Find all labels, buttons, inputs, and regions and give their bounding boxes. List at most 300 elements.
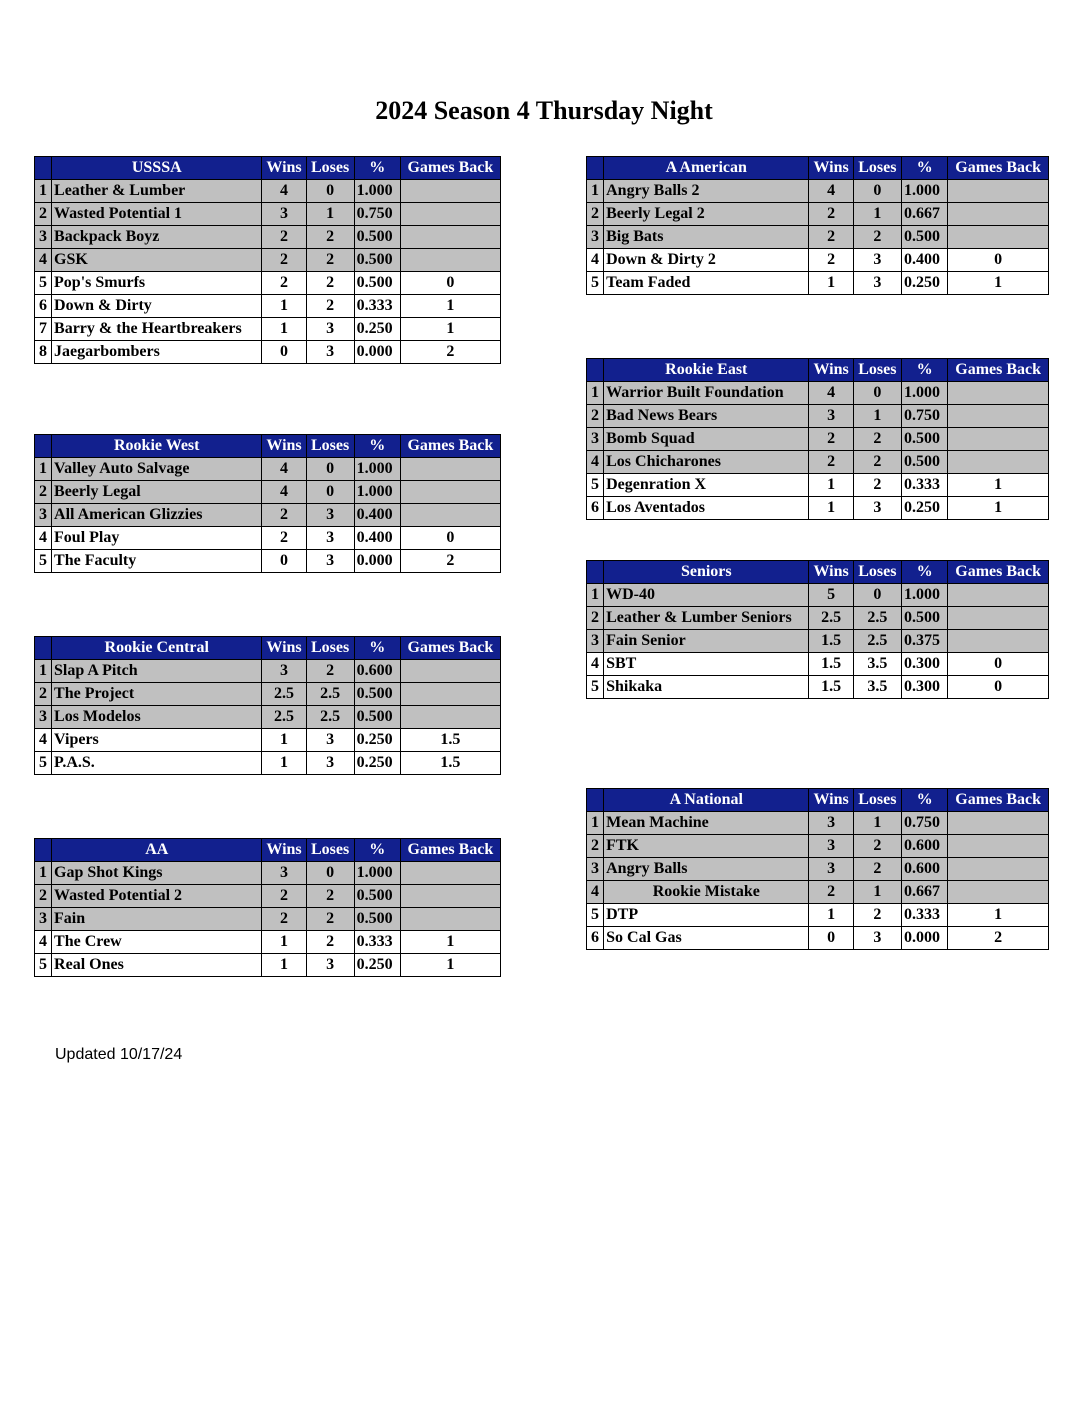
rank-cell: 5 — [35, 272, 52, 295]
rank-cell: 3 — [587, 226, 604, 249]
rank-cell: 5 — [35, 954, 52, 977]
pct-cell: 0.500 — [902, 607, 948, 630]
games-back-header: Games Back — [400, 839, 500, 862]
loses-cell: 0 — [853, 382, 901, 405]
loses-cell: 0 — [853, 180, 901, 203]
loses-cell: 1 — [853, 812, 901, 835]
pct-cell: 0.500 — [354, 885, 400, 908]
header-row — [35, 435, 501, 458]
pct-cell: 0.500 — [902, 428, 948, 451]
rank-cell: 1 — [587, 584, 604, 607]
pct-cell: 0.750 — [354, 203, 400, 226]
rank-header — [35, 839, 52, 862]
rank-cell: 4 — [35, 729, 52, 752]
table-row — [35, 706, 501, 729]
games-back-cell — [948, 835, 1049, 858]
wins-cell: 2 — [262, 249, 306, 272]
loses-cell: 3 — [306, 504, 354, 527]
team-name: Down & Dirty — [52, 295, 262, 318]
pct-header: % — [354, 839, 400, 862]
team-name: Leather & Lumber Seniors — [604, 607, 809, 630]
team-name: Warrior Built Foundation — [604, 382, 809, 405]
wins-cell: 0 — [262, 550, 306, 573]
wins-cell: 2 — [262, 272, 306, 295]
games-back-cell — [948, 226, 1049, 249]
loses-cell: 3 — [853, 272, 901, 295]
table-row — [587, 272, 1049, 295]
rank-cell: 2 — [35, 885, 52, 908]
division-name: USSSA — [52, 157, 262, 180]
games-back-cell — [948, 584, 1049, 607]
pct-header: % — [902, 359, 948, 382]
wins-cell: 4 — [262, 180, 306, 203]
loses-header: Loses — [306, 839, 354, 862]
team-name: FTK — [604, 835, 809, 858]
games-back-cell: 1 — [400, 931, 500, 954]
games-back-cell: 1 — [400, 954, 500, 977]
games-back-cell: 0 — [948, 249, 1049, 272]
loses-cell: 1 — [853, 203, 901, 226]
table-row — [35, 660, 501, 683]
team-name: Gap Shot Kings — [52, 862, 262, 885]
rank-cell: 3 — [587, 858, 604, 881]
table-row — [35, 249, 501, 272]
wins-cell: 2 — [262, 908, 306, 931]
team-name: GSK — [52, 249, 262, 272]
loses-cell: 0 — [306, 458, 354, 481]
pct-cell: 0.500 — [902, 451, 948, 474]
pct-cell: 0.500 — [354, 249, 400, 272]
games-back-cell: 1.5 — [400, 729, 500, 752]
wins-cell: 2 — [262, 504, 306, 527]
rank-cell: 7 — [35, 318, 52, 341]
wins-cell: 3 — [262, 203, 306, 226]
games-back-cell — [948, 607, 1049, 630]
division-table-rookie-central — [34, 636, 501, 775]
rank-cell: 3 — [35, 504, 52, 527]
wins-cell: 4 — [262, 481, 306, 504]
pct-cell: 0.600 — [902, 835, 948, 858]
table-row — [587, 428, 1049, 451]
games-back-cell — [400, 203, 500, 226]
table-row — [35, 458, 501, 481]
header-row — [587, 157, 1049, 180]
wins-cell: 4 — [262, 458, 306, 481]
division-name: Rookie East — [604, 359, 809, 382]
pct-header: % — [354, 157, 400, 180]
table-row — [35, 729, 501, 752]
loses-header: Loses — [853, 561, 901, 584]
team-name: Angry Balls — [604, 858, 809, 881]
loses-header: Loses — [853, 157, 901, 180]
team-name: Team Faded — [604, 272, 809, 295]
loses-cell: 2 — [853, 904, 901, 927]
loses-cell: 2 — [853, 451, 901, 474]
loses-cell: 0 — [853, 584, 901, 607]
team-name: Bomb Squad — [604, 428, 809, 451]
rank-header — [35, 157, 52, 180]
wins-cell: 1 — [809, 474, 853, 497]
wins-cell: 1 — [262, 729, 306, 752]
table-row — [587, 497, 1049, 520]
division-table-a-national — [586, 788, 1049, 950]
rank-cell: 3 — [35, 706, 52, 729]
games-back-cell — [948, 630, 1049, 653]
loses-cell: 3 — [853, 497, 901, 520]
rank-header — [587, 561, 604, 584]
wins-cell: 0 — [262, 341, 306, 364]
pct-cell: 1.000 — [902, 584, 948, 607]
loses-cell: 2 — [306, 931, 354, 954]
wins-cell: 1 — [262, 295, 306, 318]
games-back-cell — [948, 451, 1049, 474]
table-row — [35, 504, 501, 527]
table-row — [587, 382, 1049, 405]
games-back-cell — [400, 683, 500, 706]
rank-cell: 1 — [35, 180, 52, 203]
games-back-cell — [400, 249, 500, 272]
games-back-cell: 1 — [948, 904, 1049, 927]
division-name: Rookie West — [52, 435, 262, 458]
team-name: Angry Balls 2 — [604, 180, 809, 203]
games-back-cell — [948, 203, 1049, 226]
wins-cell: 2 — [262, 527, 306, 550]
wins-cell: 2 — [262, 885, 306, 908]
wins-cell: 2 — [809, 226, 853, 249]
table-row — [35, 954, 501, 977]
loses-cell: 2.5 — [853, 607, 901, 630]
rank-cell: 2 — [587, 405, 604, 428]
rank-cell: 4 — [35, 527, 52, 550]
loses-header: Loses — [306, 435, 354, 458]
division-name: A American — [604, 157, 809, 180]
wins-cell: 1 — [262, 931, 306, 954]
team-name: Vipers — [52, 729, 262, 752]
wins-cell: 0 — [809, 927, 853, 950]
rank-cell: 5 — [35, 550, 52, 573]
rank-cell: 2 — [587, 203, 604, 226]
games-back-cell: 0 — [400, 272, 500, 295]
table-row — [587, 676, 1049, 699]
rank-cell: 1 — [35, 660, 52, 683]
loses-cell: 3 — [306, 318, 354, 341]
wins-cell: 1.5 — [809, 630, 853, 653]
games-back-cell — [948, 180, 1049, 203]
pct-cell: 0.400 — [354, 504, 400, 527]
pct-header: % — [902, 561, 948, 584]
table-row — [587, 226, 1049, 249]
team-name: Mean Machine — [604, 812, 809, 835]
team-name: SBT — [604, 653, 809, 676]
table-row — [587, 607, 1049, 630]
games-back-cell: 1 — [948, 474, 1049, 497]
pct-cell: 0.500 — [902, 226, 948, 249]
wins-header: Wins — [262, 839, 306, 862]
division-name: A National — [604, 789, 809, 812]
loses-cell: 2.5 — [306, 683, 354, 706]
games-back-cell — [948, 881, 1049, 904]
team-name: Los Modelos — [52, 706, 262, 729]
table-row — [587, 835, 1049, 858]
team-name: Real Ones — [52, 954, 262, 977]
team-name: Foul Play — [52, 527, 262, 550]
games-back-header: Games Back — [948, 359, 1049, 382]
division-name: Seniors — [604, 561, 809, 584]
header-row — [35, 839, 501, 862]
pct-cell: 0.600 — [354, 660, 400, 683]
table-row — [35, 226, 501, 249]
header-row — [587, 561, 1049, 584]
table-row — [35, 931, 501, 954]
pct-cell: 0.400 — [354, 527, 400, 550]
loses-cell: 3.5 — [853, 676, 901, 699]
rank-header — [35, 637, 52, 660]
rank-cell: 4 — [587, 249, 604, 272]
table-row — [587, 249, 1049, 272]
rank-cell: 6 — [587, 927, 604, 950]
rank-cell: 4 — [587, 881, 604, 904]
rank-cell: 1 — [35, 862, 52, 885]
team-name: Pop's Smurfs — [52, 272, 262, 295]
team-name: The Faculty — [52, 550, 262, 573]
pct-cell: 0.300 — [902, 676, 948, 699]
wins-cell: 2.5 — [809, 607, 853, 630]
team-name: Valley Auto Salvage — [52, 458, 262, 481]
loses-header: Loses — [853, 789, 901, 812]
team-name: Bad News Bears — [604, 405, 809, 428]
table-row — [35, 180, 501, 203]
games-back-cell — [948, 405, 1049, 428]
games-back-cell — [400, 706, 500, 729]
loses-cell: 3 — [306, 341, 354, 364]
wins-cell: 1 — [262, 752, 306, 775]
pct-cell: 0.000 — [354, 341, 400, 364]
rank-cell: 4 — [587, 451, 604, 474]
rank-cell: 6 — [35, 295, 52, 318]
rank-cell: 2 — [587, 607, 604, 630]
rank-cell: 5 — [587, 474, 604, 497]
rank-cell: 4 — [587, 653, 604, 676]
games-back-cell — [400, 180, 500, 203]
table-row — [35, 295, 501, 318]
table-row — [35, 341, 501, 364]
team-name: Wasted Potential 2 — [52, 885, 262, 908]
team-name: DTP — [604, 904, 809, 927]
loses-cell: 2 — [306, 885, 354, 908]
table-row — [35, 318, 501, 341]
team-name: Shikaka — [604, 676, 809, 699]
pct-cell: 1.000 — [354, 180, 400, 203]
team-name: Backpack Boyz — [52, 226, 262, 249]
table-row — [587, 474, 1049, 497]
team-name: Leather & Lumber — [52, 180, 262, 203]
loses-header: Loses — [853, 359, 901, 382]
pct-cell: 0.750 — [902, 405, 948, 428]
table-row — [35, 203, 501, 226]
division-table-seniors — [586, 560, 1049, 699]
games-back-cell — [948, 812, 1049, 835]
loses-cell: 1 — [853, 405, 901, 428]
table-row — [35, 272, 501, 295]
pct-cell: 1.000 — [902, 382, 948, 405]
rank-cell: 2 — [35, 481, 52, 504]
wins-header: Wins — [262, 435, 306, 458]
pct-cell: 0.000 — [902, 927, 948, 950]
loses-cell: 3 — [306, 527, 354, 550]
team-name: Rookie Mistake — [604, 881, 809, 904]
rank-cell: 5 — [35, 752, 52, 775]
pct-cell: 0.000 — [354, 550, 400, 573]
pct-cell: 0.300 — [902, 653, 948, 676]
team-name: Wasted Potential 1 — [52, 203, 262, 226]
loses-cell: 3 — [306, 729, 354, 752]
games-back-cell — [400, 226, 500, 249]
rank-cell: 2 — [587, 835, 604, 858]
games-back-cell — [400, 481, 500, 504]
games-back-cell: 0 — [948, 676, 1049, 699]
loses-cell: 2 — [853, 226, 901, 249]
loses-cell: 2 — [306, 226, 354, 249]
table-row — [587, 180, 1049, 203]
rank-header — [587, 789, 604, 812]
pct-cell: 0.667 — [902, 881, 948, 904]
team-name: P.A.S. — [52, 752, 262, 775]
pct-cell: 0.667 — [902, 203, 948, 226]
pct-header: % — [354, 637, 400, 660]
division-table-usssa — [34, 156, 501, 364]
table-row — [35, 683, 501, 706]
games-back-cell — [400, 504, 500, 527]
pct-cell: 1.000 — [902, 180, 948, 203]
table-row — [587, 653, 1049, 676]
team-name: Los Aventados — [604, 497, 809, 520]
team-name: Fain — [52, 908, 262, 931]
rank-cell: 5 — [587, 272, 604, 295]
games-back-cell: 1 — [400, 295, 500, 318]
loses-cell: 3 — [306, 550, 354, 573]
games-back-cell: 0 — [948, 653, 1049, 676]
table-row — [587, 881, 1049, 904]
table-row — [35, 481, 501, 504]
wins-cell: 2 — [809, 881, 853, 904]
wins-cell: 1 — [809, 272, 853, 295]
wins-header: Wins — [809, 789, 853, 812]
games-back-cell: 1 — [948, 497, 1049, 520]
header-row — [587, 359, 1049, 382]
wins-header: Wins — [809, 359, 853, 382]
table-row — [587, 630, 1049, 653]
team-name: The Project — [52, 683, 262, 706]
page-title: 2024 Season 4 Thursday Night — [375, 96, 713, 125]
games-back-cell: 2 — [948, 927, 1049, 950]
division-table-rookie-west — [34, 434, 501, 573]
pct-cell: 0.250 — [354, 752, 400, 775]
pct-cell: 0.375 — [902, 630, 948, 653]
wins-header: Wins — [262, 157, 306, 180]
wins-header: Wins — [262, 637, 306, 660]
header-row — [587, 789, 1049, 812]
team-name: So Cal Gas — [604, 927, 809, 950]
rank-cell: 3 — [35, 226, 52, 249]
loses-cell: 3 — [853, 249, 901, 272]
games-back-header: Games Back — [948, 789, 1049, 812]
wins-cell: 2 — [809, 451, 853, 474]
division-name: AA — [52, 839, 262, 862]
team-name: The Crew — [52, 931, 262, 954]
table-row — [35, 527, 501, 550]
division-table-rookie-east — [586, 358, 1049, 520]
table-row — [35, 885, 501, 908]
loses-cell: 2.5 — [306, 706, 354, 729]
wins-cell: 2.5 — [262, 683, 306, 706]
loses-header: Loses — [306, 637, 354, 660]
loses-cell: 3.5 — [853, 653, 901, 676]
table-row — [35, 908, 501, 931]
rank-cell: 1 — [35, 458, 52, 481]
wins-cell: 1 — [809, 904, 853, 927]
games-back-cell: 1 — [400, 318, 500, 341]
division-name: Rookie Central — [52, 637, 262, 660]
rank-header — [587, 359, 604, 382]
rank-header — [587, 157, 604, 180]
rank-cell: 3 — [587, 428, 604, 451]
rank-cell: 8 — [35, 341, 52, 364]
games-back-header: Games Back — [948, 561, 1049, 584]
games-back-cell — [400, 885, 500, 908]
games-back-cell — [400, 862, 500, 885]
games-back-cell — [948, 428, 1049, 451]
rank-cell: 4 — [35, 249, 52, 272]
rank-cell: 1 — [587, 180, 604, 203]
pct-cell: 0.500 — [354, 683, 400, 706]
rank-cell: 5 — [587, 904, 604, 927]
loses-cell: 2 — [306, 272, 354, 295]
table-row — [587, 858, 1049, 881]
games-back-header: Games Back — [948, 157, 1049, 180]
loses-header: Loses — [306, 157, 354, 180]
table-row — [587, 904, 1049, 927]
loses-cell: 2.5 — [853, 630, 901, 653]
pct-cell: 0.600 — [902, 858, 948, 881]
team-name: WD-40 — [604, 584, 809, 607]
wins-cell: 3 — [262, 660, 306, 683]
pct-cell: 1.000 — [354, 481, 400, 504]
pct-cell: 1.000 — [354, 458, 400, 481]
wins-cell: 2 — [809, 249, 853, 272]
division-table-a-american — [586, 156, 1049, 295]
pct-cell: 0.250 — [354, 729, 400, 752]
wins-cell: 1 — [262, 318, 306, 341]
rank-cell: 1 — [587, 382, 604, 405]
loses-cell: 0 — [306, 862, 354, 885]
games-back-header: Games Back — [400, 637, 500, 660]
wins-cell: 2 — [262, 226, 306, 249]
pct-cell: 0.500 — [354, 706, 400, 729]
team-name: All American Glizzies — [52, 504, 262, 527]
wins-header: Wins — [809, 561, 853, 584]
header-row — [35, 637, 501, 660]
loses-cell: 2 — [853, 474, 901, 497]
games-back-cell — [400, 660, 500, 683]
wins-cell: 2 — [809, 428, 853, 451]
pct-cell: 0.250 — [902, 272, 948, 295]
wins-cell: 3 — [262, 862, 306, 885]
pct-cell: 0.500 — [354, 908, 400, 931]
loses-cell: 3 — [306, 752, 354, 775]
rank-header — [35, 435, 52, 458]
pct-cell: 0.333 — [902, 474, 948, 497]
pct-cell: 0.333 — [902, 904, 948, 927]
